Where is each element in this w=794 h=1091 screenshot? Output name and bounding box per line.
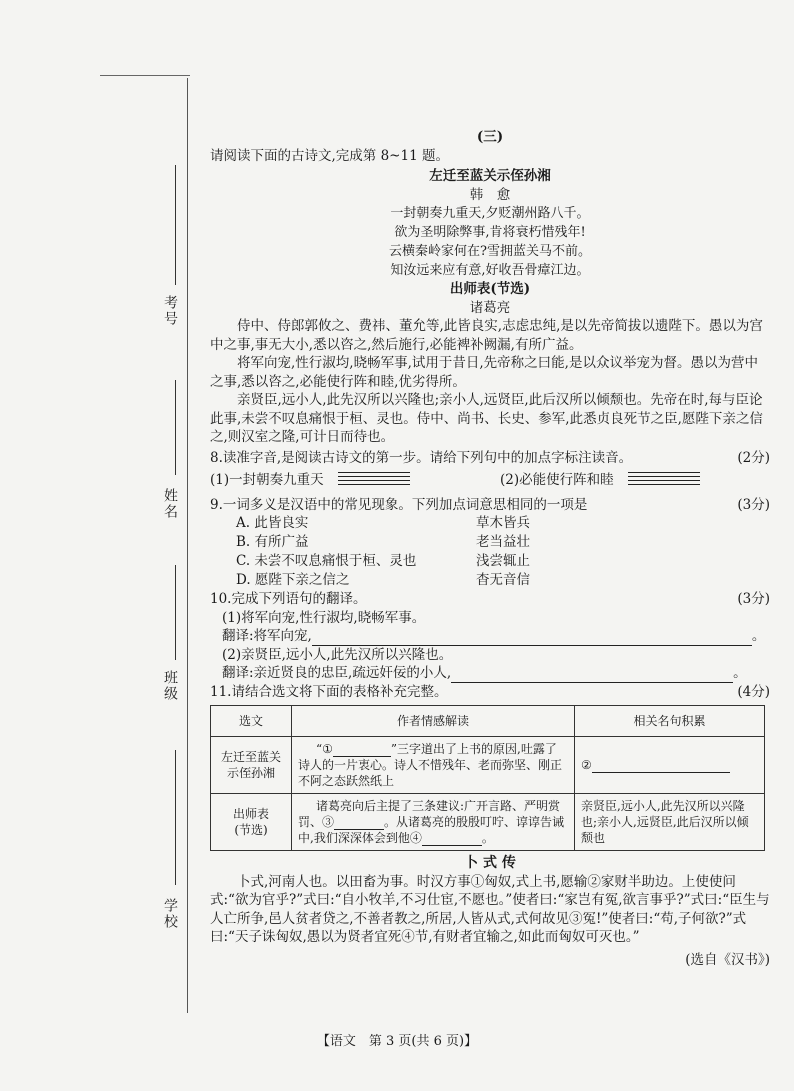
- q10-score: (3分): [737, 591, 770, 607]
- poem-line: 云横秦岭家何在?雪拥蓝关马不前。: [389, 244, 591, 259]
- answer-blank-2[interactable]: [592, 759, 730, 773]
- q10-translation-1: [210, 627, 770, 646]
- q9-option-pair: 浅尝辄止: [476, 553, 530, 569]
- q9-option-pair: 老当益壮: [476, 534, 530, 550]
- q10-sentence-2: (2)亲贤臣,远小人,此先汉所以兴隆也。: [222, 646, 453, 663]
- q9-option[interactable]: A. 此皆良实: [236, 515, 309, 531]
- blank-4-prefix: 。从诸葛亮的殷殷叮咛、谆谆告诫中,我们深深体会到他④: [298, 815, 565, 845]
- q11-score: (4分): [737, 683, 770, 700]
- table-cell-analysis: [292, 737, 575, 794]
- blank-3-prefix: 诸葛亮向后主提了三条建议:广开言路、严明赏罚、③: [298, 799, 561, 829]
- blank-4-suffix: 。: [481, 831, 494, 845]
- q8-item-2: [500, 471, 700, 490]
- exam-no-line: [175, 165, 176, 285]
- binding-margin: [0, 0, 190, 1091]
- table-cell-title: 左迁至蓝关示侄孙湘: [211, 737, 292, 794]
- table-cell-title: [211, 794, 292, 851]
- answer-blank-3[interactable]: [334, 816, 384, 830]
- prose-paragraph: 将军向宠,性行淑均,晓畅军事,试用于昔日,先帝称之曰能,是以众议举宠为督。愚以为营中之事,悉以咨之,必能使行阵和睦,优劣得所。: [210, 355, 758, 390]
- binding-line: [187, 78, 188, 1013]
- poem-author: 韩 愈: [469, 186, 511, 203]
- q9-option-pair: 杳无音信: [476, 572, 530, 588]
- q9-score: (3分): [737, 496, 770, 513]
- poem-body: [210, 204, 770, 280]
- q9-stem: [210, 496, 770, 515]
- prose-title: 出师表(节选): [449, 281, 531, 297]
- answer-blank[interactable]: [312, 629, 752, 646]
- table-cell-quote: [575, 737, 765, 794]
- section-title: (三): [476, 129, 504, 145]
- table-header-row: [211, 706, 765, 737]
- table-header: 选文: [211, 706, 292, 737]
- pinyin-writing-lines[interactable]: [628, 472, 700, 488]
- prose-paragraph: 亲贤臣,远小人,此先汉所以兴隆也;亲小人,远贤臣,此后汉所以倾颓也。先帝在时,每与臣论此事,未尝不叹息痛恨于桓、灵也。侍中、尚书、长史、参军,此悉贞良死节之臣,愿陛下亲之信之,则汉室之隆,可计日而待也。: [210, 392, 763, 445]
- q11-stem: [210, 683, 770, 702]
- intro-text: 请阅读下面的古诗文,完成第 8~11 题。: [210, 147, 449, 164]
- row2-subtitle: (节选): [234, 823, 268, 837]
- exam-no-label: 考号: [162, 295, 178, 327]
- q8-item-2-text: (2)必能使行阵和睦: [500, 472, 614, 488]
- q10-text: 10.完成下列语句的翻译。: [210, 591, 367, 607]
- class-label: 班级: [162, 670, 178, 702]
- name-label: 姓名: [162, 488, 178, 520]
- answer-blank-1[interactable]: [333, 743, 391, 757]
- q11-text: 11.请结合选文将下面的表格补充完整。: [210, 683, 448, 700]
- table-cell-analysis: [292, 794, 575, 851]
- poem-title: 左迁至蓝关示侄孙湘: [429, 168, 551, 184]
- row2-title: 出师表: [232, 807, 269, 821]
- table-cell-quote: 亲贤臣,远小人,此先汉所以兴隆也;亲小人,远贤臣,此后汉所以倾颓也: [575, 794, 765, 851]
- q10-translation-1-prefix: 翻译:将军向宠,: [222, 628, 312, 644]
- table-row: [211, 794, 765, 851]
- answer-blank[interactable]: [451, 666, 733, 683]
- blank-1-prefix: “①: [316, 742, 333, 756]
- q9-options: [210, 514, 770, 590]
- q9-text: 9.一词多义是汉语中的常见现象。下列加点词意思相同的一项是: [210, 496, 588, 513]
- q10-stem: [210, 590, 770, 609]
- answer-blank-4[interactable]: [422, 832, 482, 846]
- q8-score: (2分): [737, 449, 770, 466]
- passage-text: 卜式,河南人也。以田畜为事。时汉方事①匈奴,式上书,愿输②家财半助边。上使使问式:“欲为官乎?”式曰:“自小牧羊,不习仕宦,不愿也。”使者曰:“家岂有冤,欲言事乎?”式曰:“臣生与人亡所争,邑人贫者贷之,不善者教之,所居,人皆从式,式何故见③冤!”使者曰:“苟,子何欲?”式曰:“天子诛匈奴,愚以为贤者宜死④节,有财者宜输之,如此而匈奴可灭也。”: [210, 873, 770, 945]
- table-row: [211, 737, 765, 794]
- blank-2-label: ②: [581, 758, 592, 772]
- period: 。: [733, 665, 747, 681]
- q8-text: 8.读准字音,是阅读古诗文的第一步。请给下列句中的加点字标注读音。: [210, 449, 633, 466]
- passage-source: (选自《汉书》): [685, 951, 770, 968]
- q8-item-1: [210, 471, 500, 490]
- table-header: 相关名句积累: [575, 706, 765, 737]
- page-footer: 【语文 第 3 页(共 6 页)】: [316, 1034, 478, 1049]
- page-content: [210, 128, 770, 969]
- q8-items: [210, 471, 770, 490]
- q8-item-1-text: (1)一封朝奏九重天: [210, 472, 324, 488]
- poem-line: 欲为圣明除弊事,肯将衰朽惜残年!: [394, 225, 586, 240]
- blank-1-suffix: ”三字道出了上书的原因,吐露了诗人的一片衷心。诗人不惜残年、老而弥坚、刚正不阿之态跃然纸上: [298, 742, 563, 788]
- q9-option-pair: 草木皆兵: [476, 515, 530, 531]
- poem-line: 一封朝奏九重天,夕贬潮州路八千。: [390, 206, 590, 221]
- poem-line: 知汝远来应有意,好收吾骨瘴江边。: [390, 263, 590, 278]
- q10-translation-2-prefix: 翻译:亲近贤良的忠臣,疏远奸佞的小人,: [222, 665, 452, 681]
- school-label: 学校: [162, 898, 178, 930]
- prose-author: 诸葛亮: [469, 299, 511, 316]
- q9-option[interactable]: D. 愿陛下亲之信之: [236, 572, 350, 588]
- q9-option[interactable]: B. 有所广益: [236, 534, 309, 550]
- class-line: [175, 565, 176, 660]
- school-line: [175, 750, 176, 885]
- q11-table: [210, 705, 765, 851]
- q10-sentence-1: (1)将军向宠,性行淑均,晓畅军事。: [222, 609, 426, 626]
- prose-paragraph: 侍中、侍郎郭攸之、费祎、董允等,此皆良实,志虑忠纯,是以先帝简拔以遗陛下。愚以为宫中之事,事无大小,悉以咨之,然后施行,必能裨补阙漏,有所广益。: [210, 318, 763, 353]
- passage-title: 卜 式 传: [464, 855, 516, 871]
- q8-stem: [210, 449, 770, 468]
- q9-option[interactable]: C. 未尝不叹息痛恨于桓、灵也: [236, 553, 417, 569]
- top-rule: [100, 75, 190, 76]
- period: 。: [751, 628, 766, 644]
- pinyin-writing-lines[interactable]: [338, 472, 410, 488]
- q10-translation-2: [210, 664, 770, 683]
- table-header: 作者情感解读: [292, 706, 575, 737]
- name-line: [175, 380, 176, 475]
